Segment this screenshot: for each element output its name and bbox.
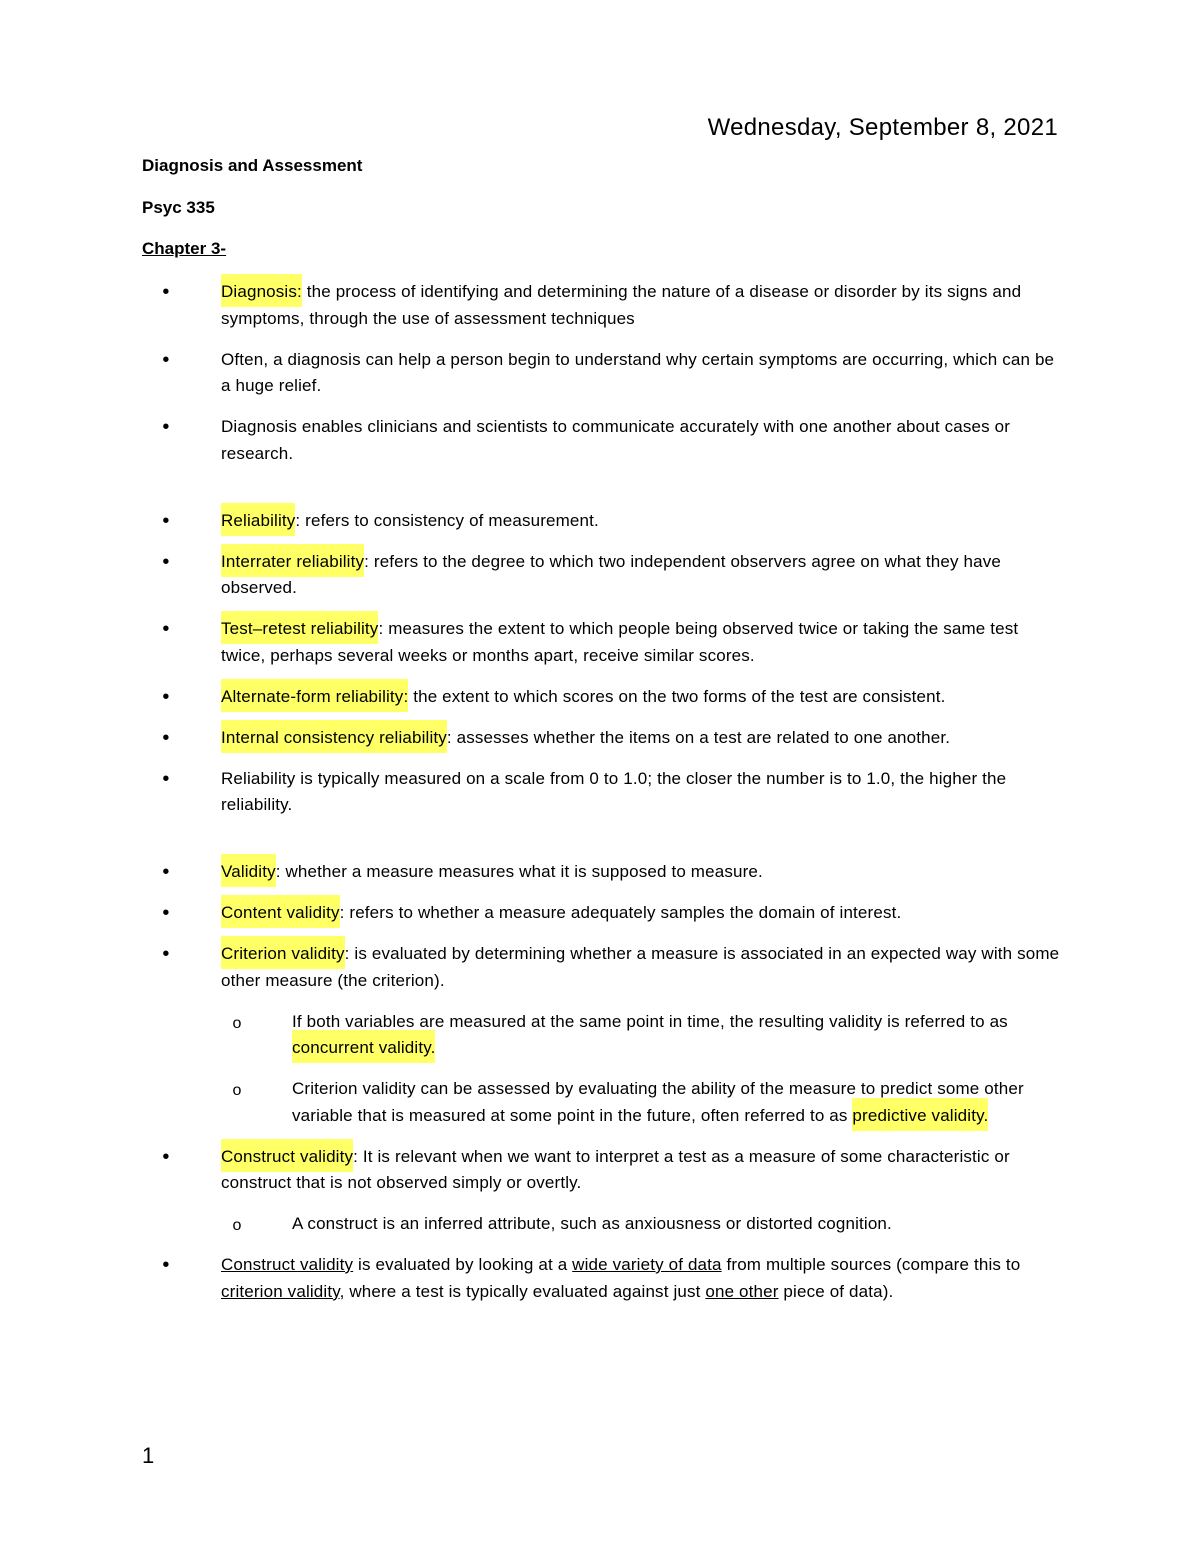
page-number: 1	[142, 1443, 155, 1468]
sub-item-concurrent	[142, 1009, 1062, 1062]
sub-bullet-icon: o	[232, 1217, 242, 1234]
bullet-icon: •	[162, 348, 170, 371]
highlighted-term: Construct validity	[221, 1139, 353, 1172]
list-item-diagnosis-communicate	[142, 414, 1062, 467]
highlighted-term: Content validity	[221, 895, 340, 928]
sub-item-predictive	[142, 1076, 1062, 1129]
item-text: A construct is an inferred attribute, such as anxiousness or distorted cognition.	[292, 1214, 892, 1233]
item-text: : It is relevant when we want to interpret a test as a measure of some characteristic or construct that is not observed simply or overtly.	[221, 1146, 1010, 1192]
list-item-interrater	[142, 549, 1062, 602]
underlined-text: wide variety of data	[572, 1255, 722, 1274]
list-item-criterion-validity	[142, 941, 1062, 994]
item-text: the extent to which scores on the two forms of the test are consistent.	[408, 686, 946, 706]
item-text: the process of identifying and determining the nature of a disease or disorder by its signs and symptoms, through the use of assessment techniques	[221, 282, 1022, 328]
bullet-icon: •	[162, 685, 170, 708]
item-text: : whether a measure measures what it is supposed to measure.	[275, 862, 763, 881]
highlighted-term: Criterion validity	[221, 936, 345, 969]
item-text: is evaluated by looking at a	[353, 1255, 573, 1274]
item-text: Criterion validity can be assessed by evaluating the ability of the measure to predict some other variable that is measured at some point in the future, often referred to as	[292, 1079, 1024, 1125]
list-item-construct-compare	[142, 1252, 1062, 1305]
bullet-icon: •	[162, 281, 170, 303]
list-item-diagnosis	[142, 279, 1062, 332]
highlighted-term: Diagnosis:	[221, 274, 302, 307]
list-item-alternate-form	[142, 684, 1062, 711]
bullet-icon: •	[162, 767, 170, 790]
sub-bullet-icon: o	[232, 1082, 242, 1099]
highlighted-term: Internal consistency reliability	[221, 720, 447, 753]
bullet-icon: •	[162, 902, 170, 924]
notes-list	[142, 279, 1062, 1320]
underlined-text: one other	[705, 1281, 779, 1301]
highlighted-term: concurrent validity.	[292, 1030, 435, 1063]
list-item-reliability	[142, 508, 1062, 535]
list-item-validity	[142, 859, 1062, 886]
chapter-heading: Chapter 3-	[142, 239, 227, 258]
bullet-icon: •	[162, 1145, 170, 1168]
item-text: : is evaluated by determining whether a measure is associated in an expected way with some other measure (the criterion).	[221, 944, 1060, 990]
item-text: : refers to whether a measure adequately samples the domain of interest.	[339, 903, 902, 922]
document-title: Diagnosis and Assessment	[142, 156, 363, 175]
list-item-internal-consistency	[142, 725, 1062, 752]
item-text: : assesses whether the items on a test are related to one another.	[446, 727, 951, 747]
bullet-icon: •	[162, 861, 170, 883]
sub-bullet-icon: o	[232, 1014, 242, 1032]
bullet-icon: •	[162, 550, 170, 573]
bullet-icon: •	[162, 1254, 170, 1276]
document-date: Wednesday, September 8, 2021	[707, 114, 1058, 141]
highlighted-term: predictive validity.	[852, 1098, 988, 1131]
item-text: : measures the extent to which people being observed twice or taking the same test twice, perhaps several weeks or months apart, receive similar scores.	[221, 619, 1019, 665]
list-item-content-validity	[142, 900, 1062, 927]
item-text: Diagnosis enables clinicians and scientists to communicate accurately with one another about cases or research.	[221, 417, 1011, 463]
item-text: : refers to consistency of measurement.	[295, 510, 599, 530]
list-item-reliability-scale	[142, 766, 1062, 819]
item-text: from multiple sources (compare this to	[721, 1255, 1021, 1274]
item-text: : refers to the degree to which two independent observers agree on what they have observed.	[221, 551, 1001, 597]
bullet-icon: •	[162, 618, 170, 640]
bullet-icon: •	[162, 416, 170, 438]
underlined-text: criterion validity	[221, 1281, 340, 1301]
bullet-icon: •	[162, 943, 170, 965]
item-text: Reliability is typically measured on a scale from 0 to 1.0; the closer the number is to 1.0, the higher the reliability.	[221, 768, 1007, 814]
course-code: Psyc 335	[142, 198, 215, 217]
item-text: Often, a diagnosis can help a person begin to understand why certain symptoms are occurring, which can be a huge relief.	[221, 349, 1055, 395]
highlighted-term: Interrater reliability	[221, 544, 364, 577]
bullet-icon: •	[162, 726, 170, 749]
list-item-test-retest	[142, 616, 1062, 669]
list-item-diagnosis-relief	[142, 347, 1062, 400]
sub-item-construct-definition	[142, 1211, 1062, 1238]
highlighted-term: Alternate-form reliability:	[221, 679, 408, 712]
bullet-icon: •	[162, 509, 170, 532]
item-text: piece of data).	[778, 1281, 894, 1301]
item-text: If both variables are measured at the same point in time, the resulting validity is referred to as	[292, 1011, 1008, 1031]
highlighted-term: Test–retest reliability	[221, 611, 378, 644]
list-item-construct-validity	[142, 1144, 1062, 1197]
underlined-text: Construct validity	[221, 1255, 354, 1274]
highlighted-term: Validity	[221, 854, 276, 887]
item-text: , where a test is typically evaluated against just	[339, 1281, 706, 1301]
highlighted-term: Reliability	[221, 503, 295, 536]
